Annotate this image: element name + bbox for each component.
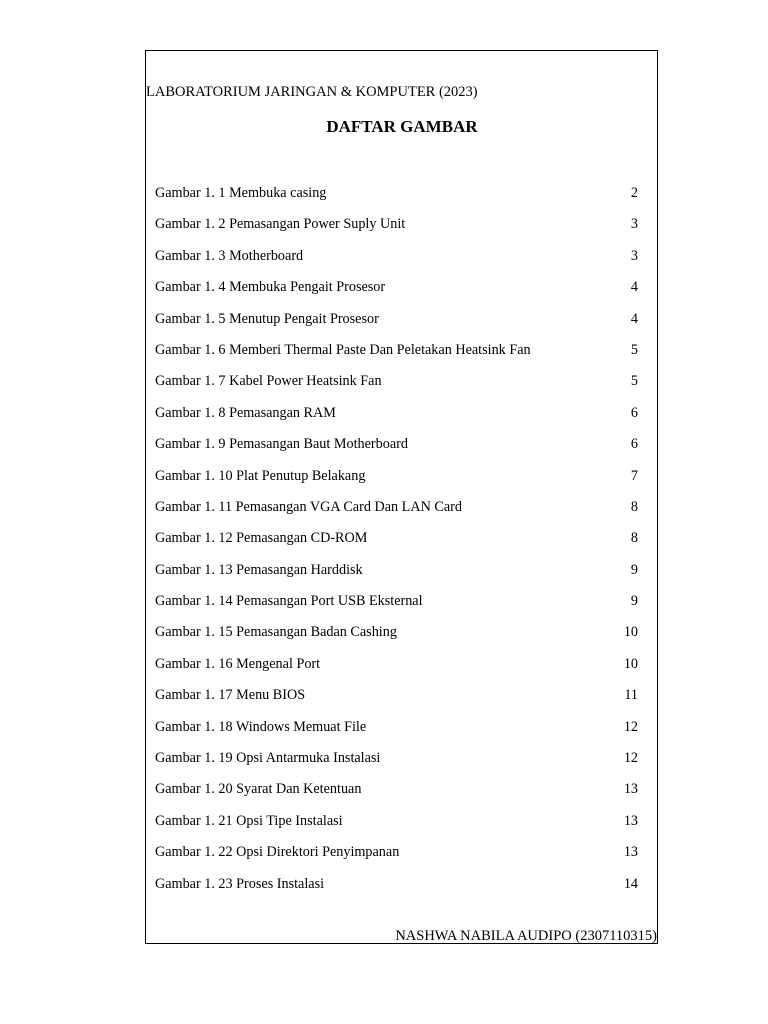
figure-entry[interactable] — [155, 530, 638, 561]
figure-entry[interactable] — [155, 750, 638, 781]
figure-entry-page-number: 8 — [630, 530, 638, 547]
figure-entry-label: Gambar 1. 16 Mengenal Port — [155, 655, 321, 672]
figure-entry[interactable] — [155, 813, 638, 844]
figure-entry[interactable] — [155, 185, 638, 216]
figure-entry-label: Gambar 1. 1 Membuka casing — [155, 185, 327, 201]
figure-entry-label: Gambar 1. 3 Motherboard — [155, 247, 304, 264]
figure-entry-label: Gambar 1. 5 Menutup Pengait Prosesor — [155, 310, 379, 327]
figure-entry-label: Gambar 1. 18 Windows Memuat File — [155, 718, 367, 735]
figure-entry[interactable] — [155, 216, 638, 247]
figure-entry-page-number: 12 — [623, 750, 638, 767]
figure-entry-page-number: 13 — [623, 844, 638, 861]
figure-entry-label: Gambar 1. 2 Pemasangan Power Suply Unit — [155, 216, 406, 233]
figure-entry[interactable] — [155, 844, 638, 875]
figure-entry-label: Gambar 1. 8 Pemasangan RAM — [155, 404, 336, 421]
figure-entry[interactable] — [155, 593, 638, 624]
figure-entry[interactable] — [155, 781, 638, 812]
figure-entry-page-number: 11 — [624, 687, 638, 704]
figure-entry[interactable] — [155, 342, 638, 373]
figure-entry[interactable] — [155, 624, 638, 655]
figure-entry-label: Gambar 1. 6 Memberi Thermal Paste Dan Peletakan Heatsink Fan — [155, 341, 531, 358]
figure-entry-page-number: 4 — [630, 310, 638, 327]
figure-entry-label: Gambar 1. 20 Syarat Dan Ketentuan — [155, 781, 362, 798]
figure-entry[interactable] — [155, 311, 638, 342]
figure-entry-page-number: 2 — [630, 185, 638, 201]
figure-entry-page-number: 5 — [630, 341, 638, 358]
figure-entry-page-number: 13 — [623, 781, 638, 798]
figure-entry-page-number: 12 — [623, 718, 638, 735]
figure-entry-label: Gambar 1. 12 Pemasangan CD-ROM — [155, 530, 368, 547]
figure-entry-page-number: 5 — [630, 373, 638, 390]
figure-list — [155, 185, 638, 907]
page-title: DAFTAR GAMBAR — [326, 117, 478, 136]
figure-entry-page-number: 9 — [630, 593, 638, 610]
figure-entry-page-number: 6 — [630, 404, 638, 421]
figure-entry[interactable] — [155, 562, 638, 593]
figure-entry[interactable] — [155, 468, 638, 499]
figure-entry-page-number: 9 — [630, 561, 638, 578]
figure-entry-label: Gambar 1. 9 Pemasangan Baut Motherboard — [155, 436, 408, 453]
figure-entry-label: Gambar 1. 4 Membuka Pengait Prosesor — [155, 279, 386, 296]
figure-entry-label: Gambar 1. 23 Proses Instalasi — [155, 875, 325, 892]
figure-entry-page-number: 10 — [623, 655, 638, 672]
figure-entry[interactable] — [155, 373, 638, 404]
figure-entry-page-number: 13 — [623, 812, 638, 829]
figure-entry-page-number: 6 — [630, 436, 638, 453]
figure-entry[interactable] — [155, 719, 638, 750]
figure-entry-page-number: 14 — [623, 875, 638, 892]
figure-entry-label: Gambar 1. 7 Kabel Power Heatsink Fan — [155, 373, 382, 390]
figure-entry-label: Gambar 1. 10 Plat Penutup Belakang — [155, 467, 366, 484]
figure-entry-label: Gambar 1. 15 Pemasangan Badan Cashing — [155, 624, 397, 641]
figure-entry-page-number: 10 — [623, 624, 638, 641]
figure-entry[interactable] — [155, 436, 638, 467]
figure-entry-page-number: 3 — [630, 247, 638, 264]
figure-entry-label: Gambar 1. 13 Pemasangan Harddisk — [155, 561, 363, 578]
figure-entry-label: Gambar 1. 17 Menu BIOS — [155, 687, 306, 704]
figure-entry[interactable] — [155, 279, 638, 310]
figure-entry-page-number: 7 — [630, 467, 638, 484]
figure-entry-page-number: 8 — [630, 498, 638, 515]
figure-entry[interactable] — [155, 405, 638, 436]
figure-entry-label: Gambar 1. 11 Pemasangan VGA Card Dan LAN Card — [155, 498, 462, 515]
figure-entry-page-number: 4 — [630, 279, 638, 296]
figure-entry-page-number: 3 — [630, 216, 638, 233]
figure-entry[interactable] — [155, 499, 638, 530]
figure-entry-label: Gambar 1. 14 Pemasangan Port USB Eksternal — [155, 593, 423, 610]
figure-entry[interactable] — [155, 687, 638, 718]
page-footer: NASHWA NABILA AUDIPO (2307110315) — [395, 928, 657, 944]
figure-entry-label: Gambar 1. 22 Opsi Direktori Penyimpanan — [155, 844, 400, 861]
figure-entry[interactable] — [155, 876, 638, 907]
page-header: LABORATORIUM JARINGAN & KOMPUTER (2023) — [146, 84, 478, 100]
figure-entry-label: Gambar 1. 19 Opsi Antarmuka Instalasi — [155, 750, 381, 767]
figure-entry[interactable] — [155, 656, 638, 687]
figure-entry[interactable] — [155, 248, 638, 279]
figure-entry-label: Gambar 1. 21 Opsi Tipe Instalasi — [155, 812, 343, 829]
